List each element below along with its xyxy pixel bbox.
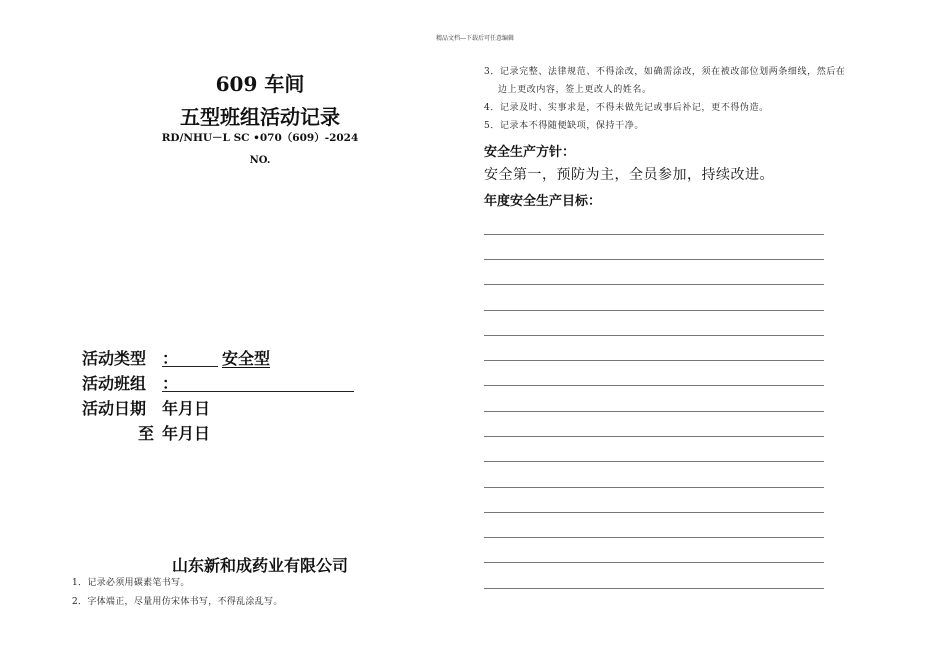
activity-team-label: 活动班组 — [82, 374, 147, 393]
workshop-title: 609 车间 — [215, 72, 305, 96]
note-5: 5．记录本不得随便缺项，保持干净。 — [484, 121, 644, 131]
writing-line — [484, 411, 824, 412]
safety-policy-text: 安全第一，预防为主，全员参加，持续改进。 — [484, 167, 774, 183]
record-number-label: NO. — [249, 155, 271, 166]
annual-goal-title: 年度安全生产目标： — [484, 194, 602, 209]
document-code: RD/NHU－L SC •070（609）-2024 — [161, 132, 359, 144]
writing-line — [484, 360, 824, 361]
note-1: 1．记录必须用碳素笔书写。 — [72, 578, 190, 588]
writing-line — [484, 487, 824, 488]
date-to-label: 至 — [137, 424, 154, 443]
writing-line — [484, 234, 824, 235]
note-4: 4．记录及时、实事求是，不得未做先记或事后补记，更不得伪造。 — [484, 103, 769, 113]
writing-line — [484, 461, 824, 462]
writing-line — [484, 335, 824, 336]
writing-line — [484, 588, 824, 589]
header-note: 精品文档---下载后可任意编辑 — [435, 35, 515, 42]
activity-type-colon: ： — [162, 349, 179, 368]
field-activity-date — [82, 398, 210, 420]
date-to-value: 年月日 — [162, 424, 211, 443]
activity-type-value: 安全型 — [222, 349, 271, 368]
activity-date-label: 活动日期 — [82, 399, 147, 418]
writing-line — [484, 284, 824, 285]
writing-line — [484, 436, 824, 437]
activity-type-label: 活动类型 — [82, 349, 147, 368]
activity-team-blank — [162, 391, 354, 392]
note-3-continued: 边上更改内容，签上更改人的姓名。 — [498, 85, 652, 95]
note-3: 3．记录完整、法律规范、不得涂改，如确需涂改，须在被改部位划两条细线，然后在 — [484, 67, 846, 77]
note-2: 2．字体端正，尽量用仿宋体书写，不得乱涂乱写。 — [72, 597, 283, 607]
writing-line — [484, 562, 824, 563]
activity-type-underline — [162, 366, 218, 367]
activity-date-value: 年月日 — [162, 399, 211, 418]
writing-line — [484, 537, 824, 538]
activity-team-colon: ： — [162, 374, 179, 393]
company-name: 山东新和成药业有限公司 — [171, 556, 348, 575]
writing-line — [484, 512, 824, 513]
writing-line — [484, 385, 824, 386]
writing-line — [484, 259, 824, 260]
safety-policy-title: 安全生产方针： — [484, 145, 576, 160]
writing-line — [484, 310, 824, 311]
record-title: 五型班组活动记录 — [180, 105, 340, 129]
field-activity-date-to — [82, 423, 210, 445]
